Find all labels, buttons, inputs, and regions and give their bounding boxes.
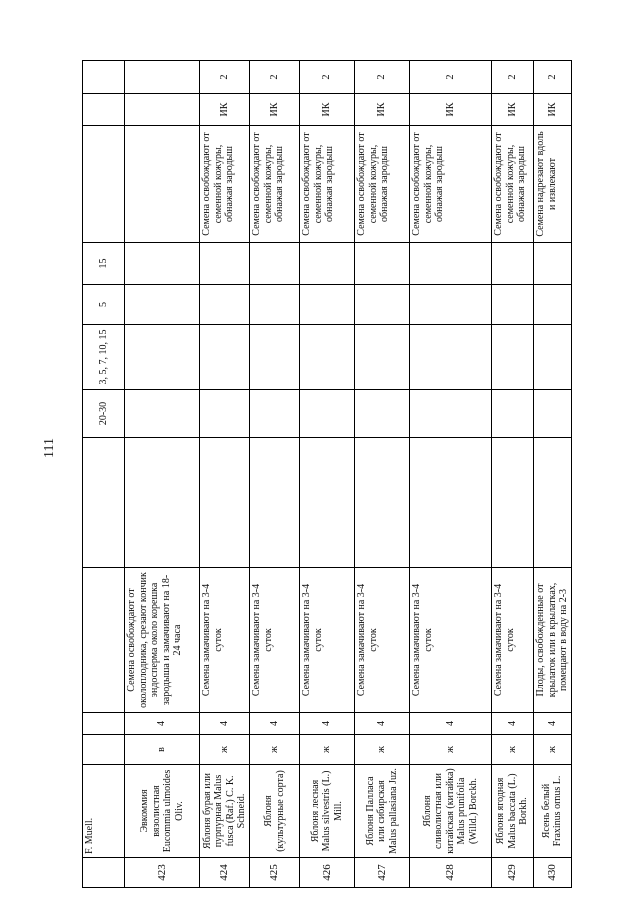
life-form-cell: ж [410,735,492,765]
treatment-cell: Семена замачивают на 3-4 суток [410,568,492,713]
life-form-cell: ж [492,735,534,765]
col2-cell: 4 [250,713,300,735]
table-row [250,61,300,888]
col8-cell: Семена надрезают вдоль и извлекают [534,126,572,243]
col9-cell: ИК [410,94,492,126]
col4-cell [492,390,534,438]
col10-cell: 2 [300,61,355,94]
col8-cell: Семена освобождают от семенной кожуры, обнажая зародыш [300,126,355,243]
col6-cell [492,285,534,325]
col9-cell [125,94,200,126]
row-number-cell: 430 [534,858,572,888]
col8-cell: Семена освобождают от семенной кожуры, обнажая зародыш [355,126,410,243]
row-number-cell: 428 [410,858,492,888]
species-cell: Эвкоммия вязолистная Eucommia ulmoides Oliv. [125,765,200,858]
life-form-cell: ж [534,735,572,765]
empty-cell [83,438,125,568]
treatment-cell [83,568,125,713]
row-number-cell: 424 [200,858,250,888]
col5-cell [125,325,200,390]
col6-cell [125,285,200,325]
col5-cell [200,325,250,390]
species-cell: Яблоня сливолистная или китайская (китайка) Malus prunifolia (Willd.) Borckh. [410,765,492,858]
col8-cell: Семена освобождают от семенной кожуры, обнажая зародыш [410,126,492,243]
col4-cell [410,390,492,438]
page-number: 111 [41,438,57,458]
col6-cell: 5 [83,285,125,325]
life-form-cell [83,735,125,765]
col10-cell: 2 [355,61,410,94]
species-cell: Яблоня Палласа или сибирская Malus pallasiana Juz. [355,765,410,858]
col9-cell: ИК [300,94,355,126]
col7-cell [125,243,200,285]
col8-cell: Семена освобождают от семенной кожуры, обнажая зародыш [492,126,534,243]
table-row [534,61,572,888]
col8-cell: Семена освобождают от семенной кожуры, обнажая зародыш [200,126,250,243]
col9-cell: ИК [200,94,250,126]
treatment-cell: Семена замачивают на 3-4 суток [300,568,355,713]
col7-cell [200,243,250,285]
row-number-cell [83,858,125,888]
species-cell: Ясень белый Fraxinus ornus L. [534,765,572,858]
col6-cell [534,285,572,325]
col7-cell [250,243,300,285]
col9-cell: ИК [492,94,534,126]
col8-cell [125,126,200,243]
row-number-cell: 426 [300,858,355,888]
col10-cell [83,61,125,94]
col6-cell [250,285,300,325]
col9-cell: ИК [355,94,410,126]
col5-cell [300,325,355,390]
species-cell: Яблоня (культурные сорта) [250,765,300,858]
treatment-cell: Семена освобождают от околоплодника, срезают кончик эндосперма около корешка зародыша и замачивают на 18-24 часа [125,568,200,713]
col5-cell: 3, 5, 7, 10, 15 [83,325,125,390]
col4-cell [125,390,200,438]
col5-cell [250,325,300,390]
col7-cell [300,243,355,285]
col2-cell: 4 [355,713,410,735]
treatment-cell: Плоды, освобожденные от крылаток или в крылатках, помещают в воду на 2-3 [534,568,572,713]
table-row [125,61,200,888]
species-cell: Яблоня бурая или пурпурная Malus fusca (Raf.) C. K. Schneid. [200,765,250,858]
table-row [200,61,250,888]
rotated-table-wrapper [82,61,569,888]
col9-cell: ИК [250,94,300,126]
col8-cell [83,126,125,243]
row-number-cell: 425 [250,858,300,888]
col6-cell [300,285,355,325]
col9-cell: ИК [534,94,572,126]
table-row-continuation [83,61,125,888]
col4-cell [534,390,572,438]
col9-cell [83,94,125,126]
col6-cell [355,285,410,325]
col2-cell: 4 [534,713,572,735]
life-form-cell: ж [250,735,300,765]
col10-cell: 2 [534,61,572,94]
treatment-cell: Семена замачивают на 3-4 суток [250,568,300,713]
col7-cell [355,243,410,285]
row-number-cell: 423 [125,858,200,888]
life-form-cell: ж [355,735,410,765]
empty-cell [200,438,250,568]
empty-cell [300,438,355,568]
col5-cell [534,325,572,390]
treatment-cell: Семена замачивают на 3-4 суток [492,568,534,713]
table-row [410,61,492,888]
table-row [300,61,355,888]
table-row [355,61,410,888]
col4-cell [250,390,300,438]
species-cell: F. Muell. [83,765,125,858]
col6-cell [410,285,492,325]
empty-cell [125,438,200,568]
col7-cell: 15 [83,243,125,285]
col2-cell: 4 [492,713,534,735]
life-form-cell: ж [200,735,250,765]
empty-cell [355,438,410,568]
life-form-cell: ж [300,735,355,765]
col4-cell [200,390,250,438]
col7-cell [492,243,534,285]
empty-cell [410,438,492,568]
col10-cell: 2 [250,61,300,94]
col10-cell: 2 [200,61,250,94]
treatment-cell: Семена замачивают на 3-4 суток [200,568,250,713]
col8-cell: Семена освобождают от семенной кожуры, обнажая зародыш [250,126,300,243]
col2-cell: 4 [200,713,250,735]
table-body [83,61,572,888]
col10-cell: 2 [492,61,534,94]
life-form-cell: в [125,735,200,765]
col4-cell [300,390,355,438]
col5-cell [492,325,534,390]
empty-cell [250,438,300,568]
col2-cell: 4 [410,713,492,735]
col4-cell: 20-30 [83,390,125,438]
empty-cell [492,438,534,568]
col10-cell: 2 [410,61,492,94]
col7-cell [534,243,572,285]
species-cell: Яблоня лесная Malus silvestris (L.) Mill. [300,765,355,858]
col4-cell [355,390,410,438]
row-number-cell: 429 [492,858,534,888]
row-number-cell: 427 [355,858,410,888]
col10-cell [125,61,200,94]
col5-cell [410,325,492,390]
col2-cell: 4 [125,713,200,735]
col5-cell [355,325,410,390]
empty-cell [534,438,572,568]
col2-cell [83,713,125,735]
table-row [492,61,534,888]
col6-cell [200,285,250,325]
treatment-cell: Семена замачивают на 3-4 суток [355,568,410,713]
col2-cell: 4 [300,713,355,735]
col7-cell [410,243,492,285]
seed-treatment-table [82,60,572,888]
species-cell: Яблоня ягодная Malus baccata (L.) Borkh. [492,765,534,858]
